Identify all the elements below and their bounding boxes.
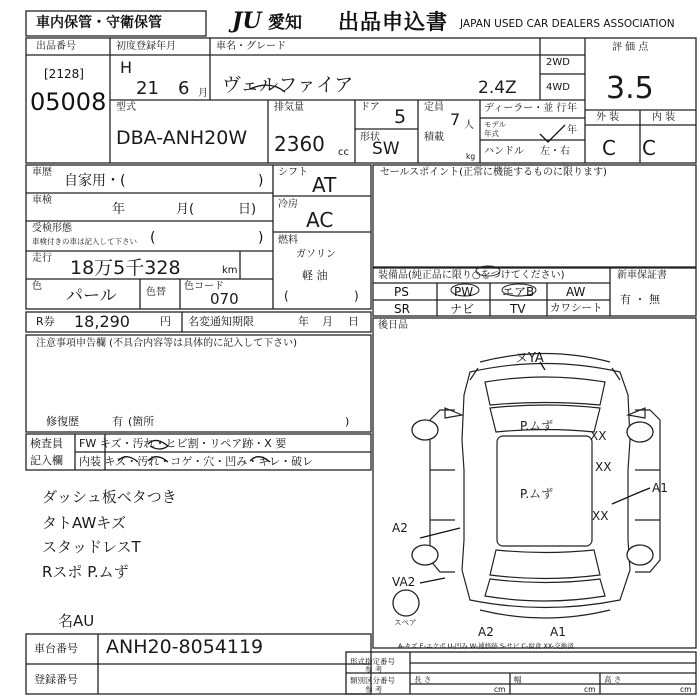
form-title: 出品申込書 [338, 10, 448, 34]
body-type-label: 形状 [360, 132, 380, 143]
cert-length: 長 さ [414, 675, 432, 684]
cert-width: 幅 [514, 675, 522, 684]
registration-month: 6 [178, 78, 190, 99]
lot-number: 05008 [30, 88, 107, 116]
warranty-label: 新車保証書 [617, 270, 667, 281]
color-value: パール [66, 286, 117, 306]
logo-mark: JU [232, 8, 262, 34]
score-value: 3.5 [606, 71, 654, 106]
equipment-navi: ナビ [450, 302, 475, 316]
equipment-aw: AW [566, 285, 586, 299]
title-change-month: 月 [322, 315, 333, 328]
cert-width-unit: cm [584, 685, 596, 694]
doors-label: ドア [360, 102, 380, 113]
equipment-leather: カワシート [550, 302, 603, 314]
model-year-unit: 年 [567, 125, 577, 136]
color-change-label: 色替 [146, 287, 166, 298]
note-line-2: タトAWキズ [42, 514, 126, 532]
displacement-unit: cc [338, 147, 349, 158]
diagram-mark-xx1: XX [590, 429, 607, 443]
equipment-ps: PS [394, 285, 409, 299]
capacity-value: 7 [450, 110, 461, 129]
model-label: 型式 [116, 102, 136, 113]
title-change-year: 年 [298, 315, 309, 328]
dealer-import-unit: 年 [567, 103, 577, 114]
car-diagram [430, 351, 660, 619]
transfer-open: ( [150, 230, 156, 246]
inspection-month: 月( [176, 202, 195, 217]
handle-options: 左・右 [540, 146, 570, 157]
equipment-airbag: エアB [502, 285, 535, 299]
inspector-row1: FW キズ・汚れ・ヒビ割・リペア跡・X 要 [79, 437, 287, 450]
mileage-unit: km [222, 265, 238, 276]
equipment-tv: TV [510, 302, 526, 316]
note-line-3: スタッドレスT [42, 538, 141, 556]
fuel-paren-close: ) [354, 289, 359, 303]
cert-ref-2: 参 考 [365, 685, 383, 694]
diagram-mark-top: ヌYA [515, 351, 544, 366]
capacity-label: 定員 [424, 102, 444, 113]
exterior-grade: C [602, 136, 616, 160]
car-grade-value: 2.4Z [478, 78, 517, 98]
notes-label: 注意事項申告欄 (不具合内容等は具体的に記入して下さい) [36, 338, 297, 349]
note-line-1: ダッシュ板ベタつき [42, 488, 177, 506]
fuel-diesel: 軽 油 [302, 269, 328, 282]
repair-label: 修復歴 [46, 415, 79, 428]
recycle-label: R券 [36, 315, 55, 328]
note-line-4: Rスポ P.ムず [42, 563, 129, 581]
repair-value: 有 [112, 415, 123, 428]
plate-label: 登録番号 [34, 673, 78, 686]
title-change-label: 名変通知期限 [188, 315, 254, 328]
fuel-paren-open: ( [284, 289, 289, 303]
cert-label-2: 類別区分番号 [350, 676, 395, 685]
chassis-label: 車台番号 [34, 642, 78, 655]
title-change-day: 日 [348, 315, 359, 328]
repair-location: (箇所 [128, 415, 155, 428]
shift-label: シフト [278, 167, 308, 178]
diagram-mark-front-left: VA2 [392, 575, 416, 589]
cert-label-1: 形式指定番号 [350, 657, 395, 666]
shift-value: AT [312, 173, 337, 197]
equipment-pw: PW [454, 285, 474, 299]
cert-length-unit: cm [494, 685, 506, 694]
inspector-row2: 内装 キズ・汚れ・コゲ・穴・凹み・キレ・破レ [79, 455, 314, 468]
transfer-close: ) [258, 230, 264, 246]
transfer-label: 受検形態 [32, 223, 72, 234]
inspection-label: 車検 [32, 195, 52, 206]
inspection-day: 日) [238, 202, 257, 217]
logo-region: 愛知 [268, 13, 302, 33]
ac-label: 冷房 [278, 199, 298, 210]
diagram-mark-roof2: P.ムず [520, 487, 554, 501]
cert-height: 高 さ [604, 675, 622, 684]
displacement-label: 排気量 [274, 102, 304, 113]
cert-height-unit: cm [680, 685, 692, 694]
score-label: 評 価 点 [612, 42, 649, 53]
car-name-label: 車名・グレード [216, 41, 286, 52]
capacity-unit: 人 [464, 120, 474, 131]
inspector-label-2: 記入欄 [30, 454, 63, 467]
model-year-label-2: 年式 [484, 129, 499, 138]
drive-2wd: 2WD [546, 57, 570, 68]
spare-label: スペア [394, 618, 417, 627]
history-close: ) [258, 173, 264, 189]
equipment-sr: SR [394, 302, 410, 316]
registration-month-unit: 月 [198, 88, 208, 99]
interior-label: 内 装 [652, 112, 676, 123]
doors-value: 5 [394, 106, 407, 128]
load-label: 積載 [424, 132, 444, 143]
damage-legend: A-キズ E-エクボ U-凹み W-補修跡 S-サビ C-腐食 XX-交換済 [398, 642, 574, 650]
fuel-label: 燃料 [278, 235, 298, 246]
transfer-note: 車検付きの車は記入して下さい [32, 237, 137, 246]
registration-label: 初度登録年月 [116, 41, 176, 52]
form-subtitle: JAPAN USED CAR DEALERS ASSOCIATION [460, 18, 675, 30]
model-year-label-1: モデル [484, 120, 507, 129]
body-type-value: SW [372, 139, 400, 159]
registration-era: H [120, 58, 133, 77]
exterior-label: 外 装 [596, 112, 620, 123]
model-value: DBA-ANH20W [116, 127, 248, 149]
lot-label: 出品番号 [36, 41, 76, 52]
later-date-label: 後日品 [378, 320, 408, 331]
load-unit: kg [466, 152, 476, 161]
displacement-value: 2360 [274, 132, 325, 156]
diagram-mark-bottom-a2: A2 [478, 625, 494, 639]
header-tag: 車内保管・守衛保管 [36, 15, 162, 31]
diagram-mark-right: A1 [652, 481, 668, 495]
diagram-mark-xx3: XX [592, 509, 609, 523]
lot-bracket-code: [2128] [44, 67, 84, 81]
warranty-value: 有 ・ 無 [620, 293, 660, 306]
color-label: 色 [32, 281, 42, 292]
chassis-value: ANH20-8054119 [106, 636, 264, 658]
mileage-label: 走行 [32, 253, 52, 264]
handle-label: ハンドル [484, 146, 524, 157]
diagram-mark-xx2: XX [595, 460, 612, 474]
car-name-value: ヴェルファイア [222, 74, 354, 96]
registration-year: 21 [136, 78, 159, 99]
fuel-gasoline: ガソリン [296, 249, 336, 260]
recycle-value: 18,290 [74, 312, 130, 331]
equipment-label: 装備品(純正品に限り○をつけてください) [378, 270, 565, 281]
color-code-label: 色コード [184, 281, 224, 292]
diagram-mark-bottom-a1: A1 [550, 625, 566, 639]
dealer-import-label: ディーラー・並 行 [484, 103, 567, 114]
repair-close: ) [345, 415, 350, 428]
color-code-value: 070 [210, 290, 239, 308]
inspection-year: 年 [112, 202, 126, 217]
diagram-mark-left: A2 [392, 521, 408, 535]
drive-4wd: 4WD [546, 82, 570, 93]
diagram-mark-roof1: P.ムず [520, 419, 554, 433]
inspector-label-1: 検査員 [30, 437, 63, 450]
interior-grade: C [642, 136, 656, 160]
ac-value: AC [306, 208, 334, 232]
cert-ref-1: 参 考 [365, 665, 383, 674]
history-value: 自家用・( [64, 173, 126, 189]
recycle-unit: 円 [160, 315, 171, 328]
history-label: 車歴 [32, 167, 52, 178]
mileage-value: 18万5千328 [70, 257, 181, 279]
signature: 名AU [58, 612, 95, 630]
sales-point-label: セールスポイント(正常に機能するものに限ります) [380, 167, 607, 178]
